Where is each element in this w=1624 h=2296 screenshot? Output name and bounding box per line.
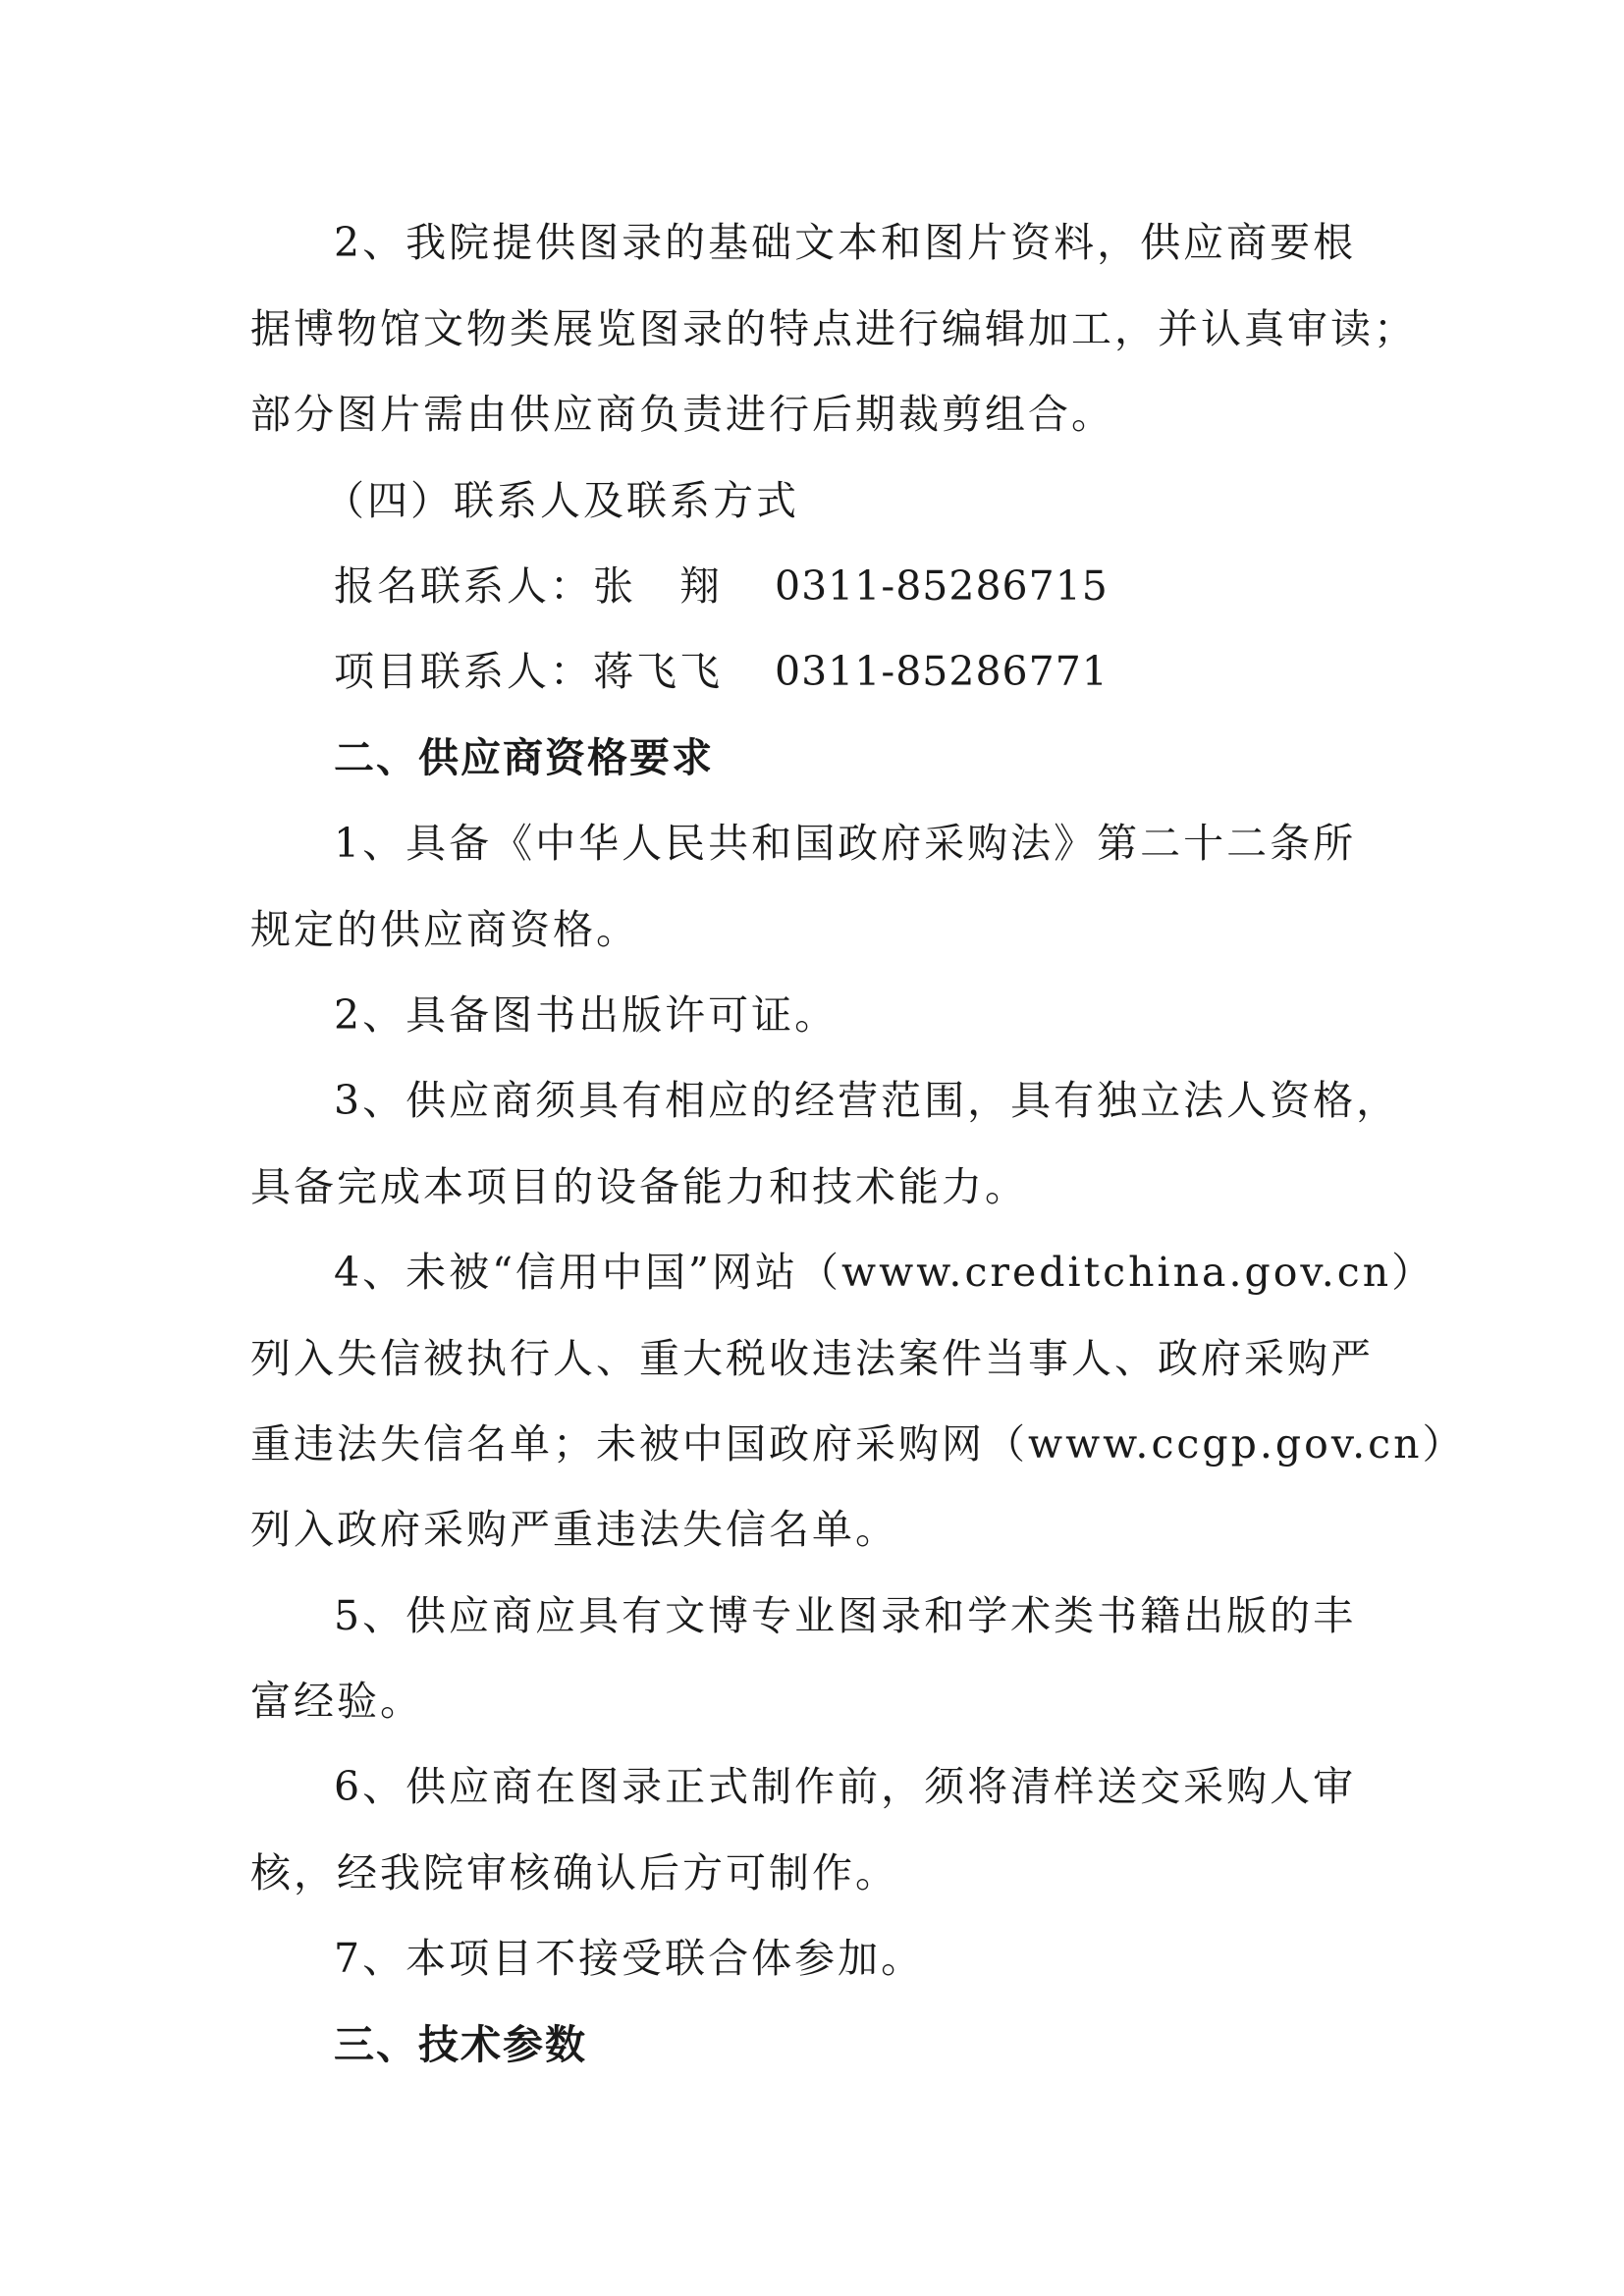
para-line: 1、具备《中华人民共和国政府采购法》第二十二条所: [334, 820, 1357, 867]
contact-phone: 0311-85286771: [775, 648, 1109, 695]
contact-label: 报名联系人：: [334, 562, 593, 610]
para-line: 2、具备图书出版许可证。: [334, 991, 839, 1039]
para-line: 据博物馆文物类展览图录的特点进行编辑加工，并认真审读；: [250, 305, 1417, 352]
para-line: 6、供应商在图录正式制作前，须将清样送交采购人审: [334, 1763, 1357, 1810]
para-line: 4、未被“信用中国”网站（www.creditchina.gov.cn）: [334, 1249, 1435, 1296]
para-line: 列入失信被执行人、重大税收违法案件当事人、政府采购严: [250, 1335, 1374, 1382]
para-line: 核，经我院审核确认后方可制作。: [250, 1849, 898, 1896]
para-line: 列入政府采购严重违法失信名单。: [250, 1506, 898, 1553]
para-line: 3、供应商须具有相应的经营范围，具有独立法人资格，: [334, 1077, 1400, 1124]
contact-phone: 0311-85286715: [775, 562, 1109, 610]
section-heading-2: 二、供应商资格要求: [334, 734, 714, 781]
para-line: 7、本项目不接受联合体参加。: [334, 1935, 925, 1982]
contact-name: 蒋飞飞: [593, 648, 723, 695]
para-line: 部分图片需由供应商负责进行后期裁剪组合。: [250, 391, 1114, 438]
para-line: 5、供应商应具有文博专业图录和学术类书籍出版的丰: [334, 1592, 1357, 1639]
subheading-contacts: （四）联系人及联系方式: [324, 477, 799, 524]
section-heading-3: 三、技术参数: [334, 2021, 587, 2068]
para-line: 重违法失信名单；未被中国政府采购网（www.ccgp.gov.cn）: [250, 1420, 1466, 1468]
contact-row: [334, 557, 1389, 615]
contact-label: 项目联系人：: [334, 648, 593, 695]
para-line: 规定的供应商资格。: [250, 906, 639, 953]
contact-name: 张 翔: [593, 562, 723, 610]
para-line: 2、我院提供图录的基础文本和图片资料，供应商要根: [334, 219, 1357, 266]
para-line: 富经验。: [250, 1678, 423, 1725]
para-line: 具备完成本项目的设备能力和技术能力。: [250, 1163, 1028, 1210]
contact-row: [334, 642, 1389, 701]
